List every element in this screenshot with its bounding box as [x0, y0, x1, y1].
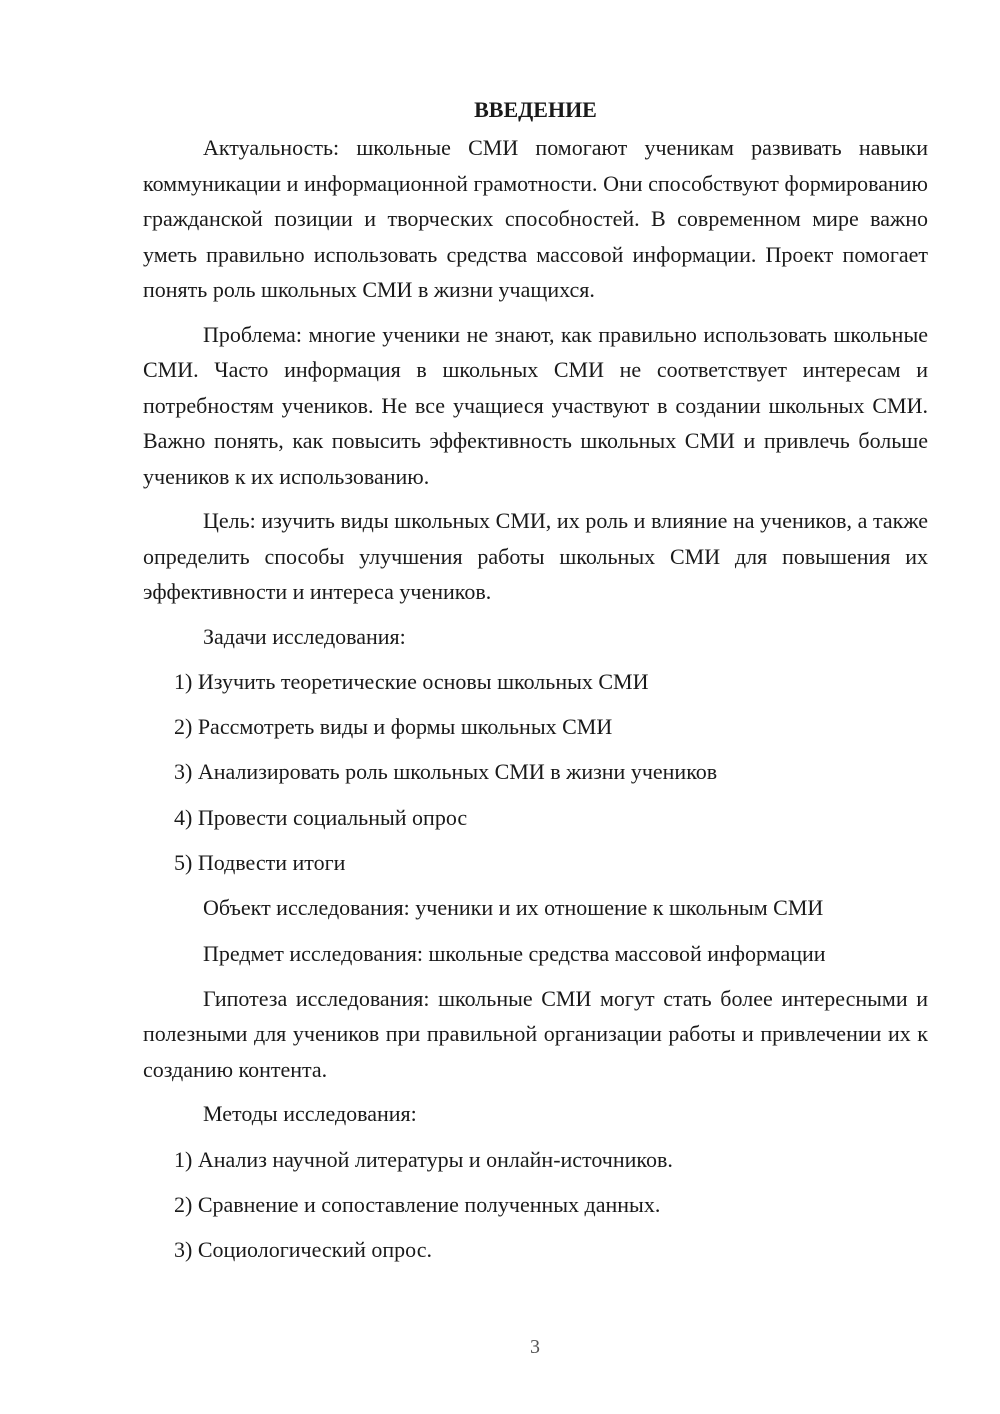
list-item: 2) Сравнение и сопоставление полученных данных.	[174, 1191, 661, 1217]
tasks-heading: Задачи исследования:	[203, 623, 406, 649]
list-item: 1) Анализ научной литературы и онлайн-источников.	[174, 1146, 673, 1172]
list-item: 3) Социологический опрос.	[174, 1237, 432, 1263]
tasks-list	[143, 664, 928, 881]
goal-paragraph: Цель: изучить виды школьных СМИ, их роль и влияние на учеников, а также определить способы улучшения работы школьных СМИ для повышения их эффективности и интереса учеников.	[143, 508, 928, 604]
subject-line: Предмет исследования: школьные средства массовой информации	[203, 940, 826, 966]
methods-list	[143, 1142, 928, 1268]
list-item: 2) Рассмотреть виды и формы школьных СМИ	[174, 714, 613, 740]
list-item: 5) Подвести итоги	[174, 849, 346, 875]
relevance-paragraph: Актуальность: школьные СМИ помогают ученикам развивать навыки коммуникации и информационной грамотности. Они способствуют формированию гражданской позиции и творческих способностей. В современном мире важно уметь правильно использовать средства массовой информации. Проект помогает понять роль школьных СМИ в жизни учащихся.	[143, 135, 928, 302]
document-page	[143, 92, 928, 1278]
object-line: Объект исследования: ученики и их отношение к школьным СМИ	[203, 895, 824, 921]
problem-paragraph: Проблема: многие ученики не знают, как правильно использовать школьные СМИ. Часто информация в школьных СМИ не соответствует интересам и потребностям учеников. Не все учащиеся участвуют в создании школьных СМИ. Важно понять, как повысить эффективность школьных СМИ и привлечь больше учеников к их использованию.	[143, 321, 928, 489]
list-item: 3) Анализировать роль школьных СМИ в жизни учеников	[174, 759, 718, 785]
list-item: 4) Провести социальный опрос	[174, 804, 468, 830]
page-title: ВВЕДЕНИЕ	[474, 97, 597, 122]
page-number: 3	[530, 1336, 540, 1358]
methods-heading: Методы исследования:	[203, 1101, 417, 1127]
hypothesis-paragraph: Гипотеза исследования: школьные СМИ могут стать более интересными и полезными для учеников при правильной организации работы и привлечении их к созданию контента.	[143, 985, 928, 1082]
list-item: 1) Изучить теоретические основы школьных СМИ	[174, 668, 649, 694]
